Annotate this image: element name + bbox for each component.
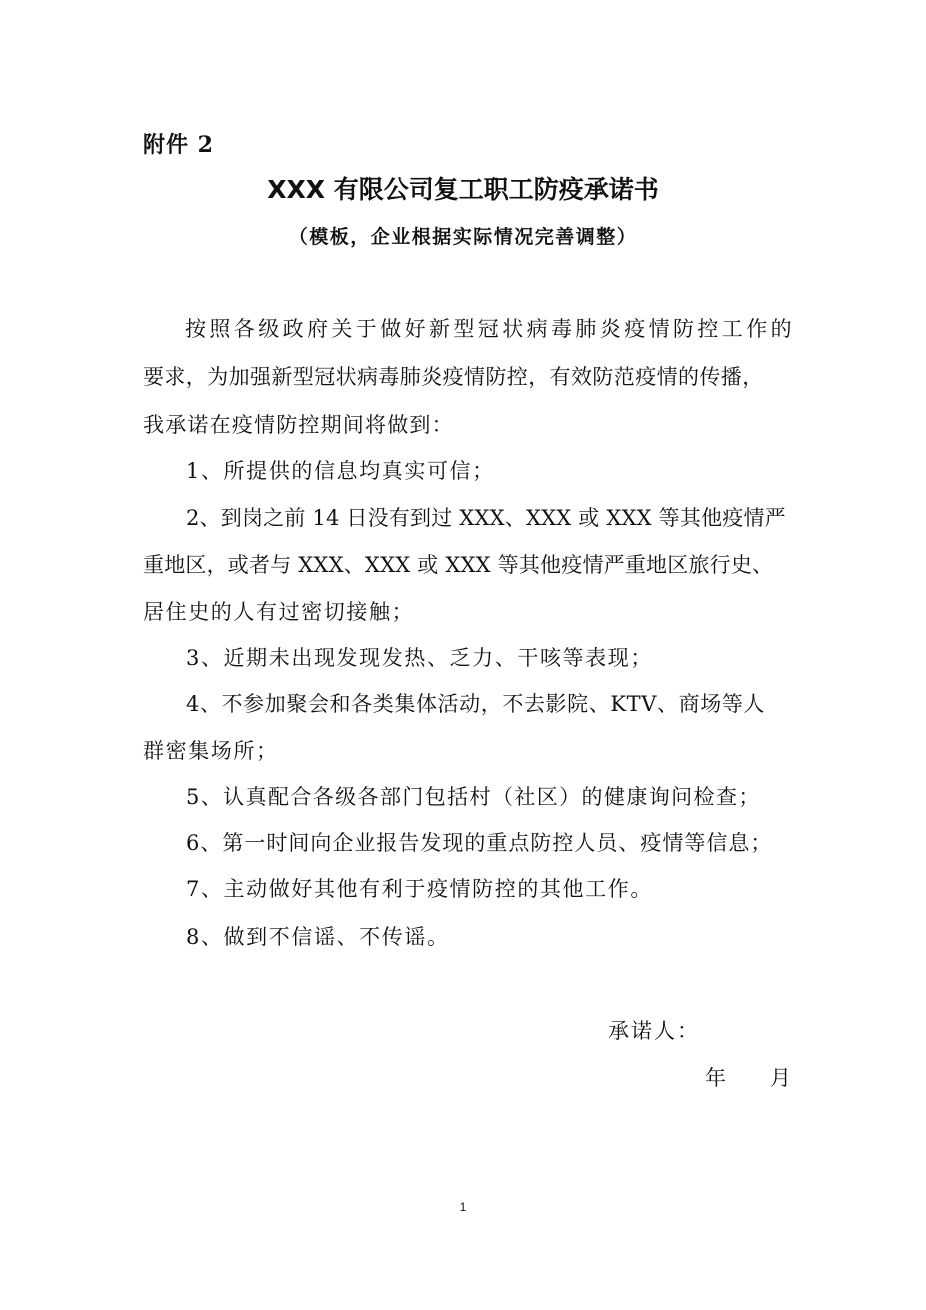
pledge-item-4-cont: 群密集场所； <box>143 739 279 763</box>
pledge-item-2-cont: 重地区，或者与 XXX、XXX 或 XXX 等其他疫情严重地区旅行史、 <box>143 553 774 577</box>
pledge-item-8: 8、做到不信谣、不传谣。 <box>186 925 450 949</box>
pledger-label: 承诺人： <box>608 1019 700 1043</box>
intro-line: 我承诺在疫情防控期间将做到： <box>143 413 454 437</box>
month-label: 月 <box>770 1066 791 1090</box>
attachment-label: 附件 2 <box>143 132 214 158</box>
intro-line: 按照各级政府关于做好新型冠状病毒肺炎疫情防控工作的 <box>185 317 795 341</box>
pledge-item-2: 2、到岗之前 14 日没有到过 XXX、XXX 或 XXX 等其他疫情严 <box>186 506 786 530</box>
page-number: 1 <box>459 1200 467 1214</box>
pledge-item-1: 1、所提供的信息均真实可信； <box>186 459 495 483</box>
intro-line: 要求，为加强新型冠状病毒肺炎疫情防控，有效防范疫情的传播， <box>143 365 764 389</box>
year-label: 年 <box>705 1066 726 1090</box>
pledge-item-5: 5、认真配合各级各部门包括村（社区）的健康询问检查； <box>186 785 761 809</box>
pledge-item-7: 7、主动做好其他有利于疫情防控的其他工作。 <box>186 877 653 901</box>
date-row <box>705 1062 791 1092</box>
pledge-item-3: 3、近期未出现发现发热、乏力、干咳等表现； <box>186 646 653 670</box>
document-subtitle: （模板，企业根据实际情况完善调整） <box>288 226 638 248</box>
document-title: XXX 有限公司复工职工防疫承诺书 <box>267 175 659 204</box>
pledge-item-6: 6、第一时间向企业报告发现的重点防控人员、疫情等信息； <box>186 831 773 855</box>
pledge-item-4: 4、不参加聚会和各类集体活动，不去影院、KTV、商场等人 <box>186 692 766 716</box>
pledge-item-2-cont: 居住史的人有过密切接触； <box>143 600 415 624</box>
